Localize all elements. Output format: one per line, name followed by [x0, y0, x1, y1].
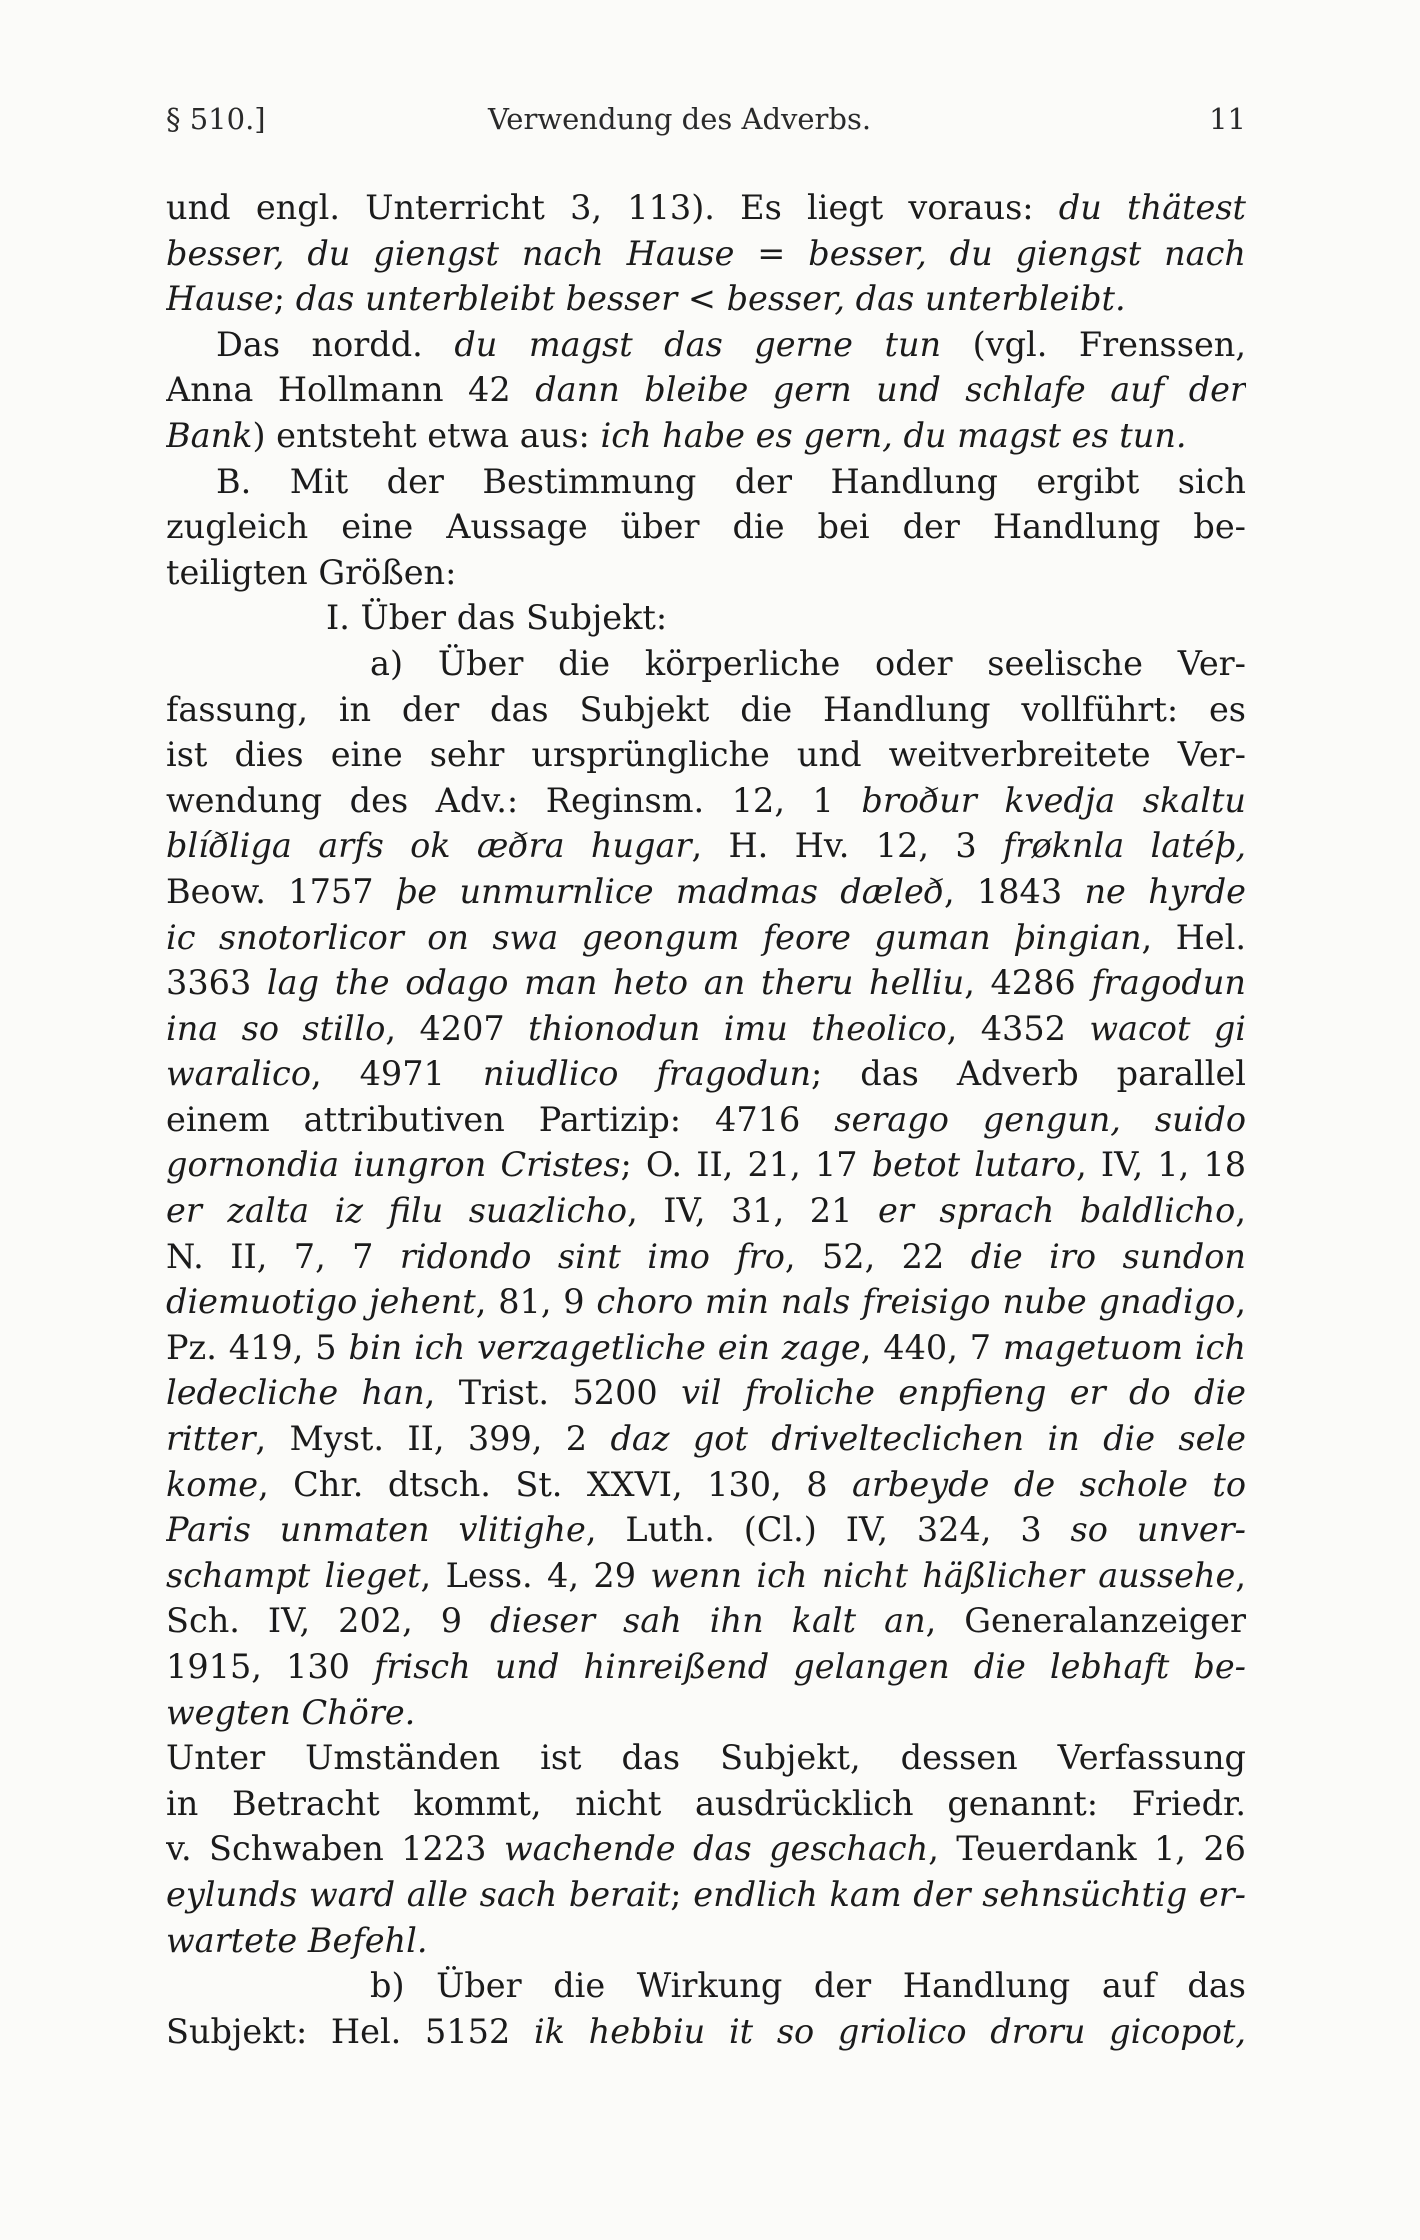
body-text [166, 185, 1246, 2054]
text-line [166, 1325, 1246, 1371]
text-line [166, 687, 1246, 733]
italic-quotation: vil froliche enpfieng er do die [681, 1373, 1246, 1413]
italic-quotation: eylunds ward alle sach berait [166, 1874, 671, 1914]
italic-quotation: ne hyrde [1084, 871, 1246, 911]
italic-quotation: er zalta iz filu suazlicho [166, 1191, 628, 1231]
italic-quotation: betot lutaro [871, 1145, 1077, 1185]
italic-quotation: besser, du giengst nach Hause [166, 233, 735, 273]
text-segment: I. Über das Subjekt: [326, 598, 668, 638]
italic-quotation: bin ich verzagetliche ein zage [348, 1327, 861, 1367]
text-segment: (vgl. Frenssen, [941, 324, 1246, 364]
text-line [166, 1598, 1246, 1644]
italic-quotation: wenn ich nicht häßlicher aussehe [650, 1555, 1236, 1595]
text-segment: , 52, 22 [784, 1236, 971, 1276]
italic-quotation: thionodun imu theolico [528, 1008, 947, 1048]
text-line [166, 1006, 1246, 1052]
text-line [166, 367, 1246, 413]
italic-quotation: diemuotigo jehent [166, 1282, 476, 1322]
italic-quotation: fragodun [1091, 963, 1246, 1003]
italic-quotation: wachende das geschach [503, 1829, 929, 1869]
italic-quotation: ich habe es gern, du magst es tun. [600, 415, 1187, 455]
text-segment: Anna Hollmann 42 [166, 370, 536, 410]
italic-quotation: schampt lieget [166, 1555, 421, 1595]
italic-quotation: magetuom ich [1003, 1327, 1246, 1367]
text-segment: a) Über die körperliche oder seelische Ver- [370, 643, 1246, 683]
text-segment: , Teuerdank 1, 26 [928, 1829, 1246, 1869]
text-segment: , IV, 31, 21 [627, 1191, 878, 1231]
italic-quotation: gornondia iungron Cristes [166, 1145, 621, 1185]
italic-quotation: Paris unmaten vlitighe [166, 1510, 586, 1550]
italic-quotation: ik hebbiu it so griolico droru gicopot, [533, 2011, 1246, 2051]
text-segment: B. Mit der Bestimmung der Handlung ergibt sich [216, 461, 1246, 501]
text-segment: ; das Adverb parallel [811, 1054, 1246, 1094]
text-segment: ; [273, 279, 296, 319]
text-segment: , Luth. (Cl.) IV, 324, 3 [585, 1510, 1071, 1550]
text-line [166, 1051, 1246, 1097]
text-line [166, 1872, 1246, 1918]
text-line [166, 1279, 1246, 1325]
italic-quotation: Bank [166, 415, 253, 455]
text-segment: Das nordd. [216, 324, 455, 364]
italic-quotation: þe unmurnlice madmas dæleð [395, 871, 944, 911]
text-segment: b) Über die Wirkung der Handlung auf das [370, 1966, 1246, 2006]
italic-quotation: du magst das gerne tun [454, 324, 942, 364]
text-segment: , Hel. [1141, 917, 1246, 957]
text-segment: , 1843 [943, 871, 1085, 911]
text-line [166, 732, 1246, 778]
text-segment: teiligten Größen: [166, 552, 457, 592]
italic-quotation: die iro sundon [970, 1236, 1246, 1276]
text-segment: , IV, 1, 18 [1076, 1145, 1246, 1185]
italic-quotation: Hause [166, 279, 274, 319]
text-line [166, 504, 1246, 550]
text-line [166, 322, 1246, 368]
italic-quotation: dann bleibe gern und schlafe auf der [535, 370, 1246, 410]
text-line [166, 1826, 1246, 1872]
text-segment: einem attributiven Partizip: 4716 [166, 1099, 835, 1139]
italic-quotation: ledecliche han [166, 1373, 425, 1413]
italic-quotation: besser, du giengst nach [808, 233, 1246, 273]
italic-quotation: endlich kam der sehnsüchtig er- [693, 1874, 1246, 1914]
text-line [166, 1416, 1246, 1462]
text-segment: Sch. IV, 202, 9 [166, 1601, 491, 1641]
italic-quotation: wartete Befehl. [166, 1920, 428, 1960]
italic-quotation: frøknla latéþ, [1003, 826, 1246, 866]
italic-quotation: er sprach baldlicho [877, 1191, 1236, 1231]
text-line [166, 231, 1246, 277]
italic-quotation: frisch und hinreißend gelangen die lebhaft be- [374, 1647, 1246, 1686]
text-line [166, 1553, 1246, 1599]
text-segment: wendung des Adv.: Reginsm. 12, 1 [166, 780, 862, 820]
text-segment: = [734, 233, 809, 273]
text-line [166, 2009, 1246, 2055]
italic-quotation: ritter [166, 1419, 256, 1459]
text-line [166, 550, 1246, 596]
text-line [166, 595, 1246, 641]
text-line [166, 1370, 1246, 1416]
italic-quotation: niudlico fragodun [482, 1054, 812, 1094]
italic-quotation: blíðliga arfs ok æðra hugar [166, 826, 692, 866]
italic-quotation: das unterbleibt besser [295, 279, 678, 319]
text-segment: , Chr. dtsch. St. XXVI, 130, 8 [258, 1464, 852, 1504]
text-segment: , Generalanzeiger [925, 1601, 1246, 1641]
text-segment: , [1235, 1191, 1246, 1231]
italic-quotation: arbeyde de schole to [852, 1464, 1246, 1504]
text-segment: , [1235, 1282, 1246, 1322]
text-segment: ist dies eine sehr ursprüngliche und weitverbreitete Ver- [166, 735, 1246, 775]
text-line [166, 960, 1246, 1006]
text-segment: Pz. 419, 5 [166, 1327, 349, 1367]
italic-quotation: ridondo sint imo fro [399, 1236, 785, 1276]
text-line [166, 869, 1246, 915]
italic-quotation: so unver- [1070, 1510, 1246, 1550]
text-segment: , 81, 9 [475, 1282, 597, 1322]
text-segment: , Less. 4, 29 [420, 1555, 651, 1595]
italic-quotation: du thätest [1058, 188, 1246, 227]
text-segment: in Betracht kommt, nicht ausdrücklich genannt: Friedr. [166, 1783, 1246, 1823]
text-line [166, 1097, 1246, 1143]
italic-quotation: choro min nals freisigo nube gnadigo [596, 1282, 1236, 1322]
italic-quotation: besser, das unterbleibt. [726, 279, 1126, 319]
text-segment: , 440, 7 [860, 1327, 1004, 1367]
text-line [166, 1735, 1246, 1781]
text-segment: v. Schwaben 1223 [166, 1829, 504, 1869]
text-line [166, 1644, 1246, 1690]
text-segment: , [1235, 1555, 1246, 1595]
text-line [166, 1188, 1246, 1234]
text-line [166, 1963, 1246, 2009]
text-segment: ) entsteht etwa aus: [252, 415, 601, 455]
italic-quotation: broður kvedja skaltu [861, 780, 1246, 820]
text-segment: , 4207 [385, 1008, 529, 1048]
text-line [166, 185, 1246, 231]
text-segment: 3363 [166, 963, 267, 1003]
page-number: 11 [1209, 102, 1246, 136]
text-line [166, 1507, 1246, 1553]
text-segment: , 4286 [964, 963, 1092, 1003]
text-segment: , Trist. 5200 [424, 1373, 682, 1413]
italic-quotation: dieser sah ihn kalt an [490, 1601, 926, 1641]
text-segment: ; O. II, 21, 17 [620, 1145, 872, 1185]
text-segment: und engl. Unterricht 3, 113). Es liegt voraus: [166, 188, 1059, 227]
text-line [166, 641, 1246, 687]
text-line [166, 276, 1246, 322]
italic-quotation: wegten Chöre. [166, 1692, 416, 1732]
text-segment: Subjekt: Hel. 5152 [166, 2011, 534, 2051]
text-line [166, 823, 1246, 869]
text-segment: < [677, 279, 727, 319]
text-segment: , 4971 [311, 1054, 483, 1094]
text-line [166, 459, 1246, 505]
text-line [166, 1918, 1246, 1964]
running-title: Verwendung des Adverbs. [488, 102, 872, 136]
text-line [166, 413, 1246, 459]
text-line [166, 1781, 1246, 1827]
text-line [166, 778, 1246, 824]
section-reference: § 510.] [166, 102, 266, 136]
text-segment: Beow. 1757 [166, 871, 396, 911]
text-line [166, 1690, 1246, 1736]
text-segment: 1915, 130 [166, 1647, 375, 1686]
italic-quotation: kome [166, 1464, 259, 1504]
text-segment: , H. Hv. 12, 3 [691, 826, 1004, 866]
text-segment: fassung, in der das Subjekt die Handlung vollführt: es [166, 689, 1246, 729]
italic-quotation: serago gengun, suido [834, 1099, 1246, 1139]
italic-quotation: ina so stillo [166, 1008, 386, 1048]
text-segment: N. II, 7, 7 [166, 1236, 400, 1276]
italic-quotation: lag the odago man heto an theru helliu [266, 963, 965, 1003]
text-segment: , Myst. II, 399, 2 [255, 1419, 611, 1459]
running-header [166, 102, 1246, 146]
text-line [166, 1142, 1246, 1188]
italic-quotation: ic snotorlicor on swa geongum feore guman þingian [166, 917, 1142, 957]
text-segment: Unter Umständen ist das Subjekt, dessen Verfassung [166, 1738, 1246, 1778]
text-line [166, 1462, 1246, 1508]
italic-quotation: daz got drivelteclichen in die sele [610, 1419, 1246, 1459]
text-line [166, 915, 1246, 961]
text-line [166, 1234, 1246, 1280]
italic-quotation: wacot gi [1089, 1008, 1246, 1048]
text-segment: zugleich eine Aussage über die bei der Handlung be- [166, 507, 1246, 547]
text-segment: , 4352 [946, 1008, 1090, 1048]
text-segment: ; [670, 1874, 694, 1914]
italic-quotation: waralico [166, 1054, 311, 1094]
